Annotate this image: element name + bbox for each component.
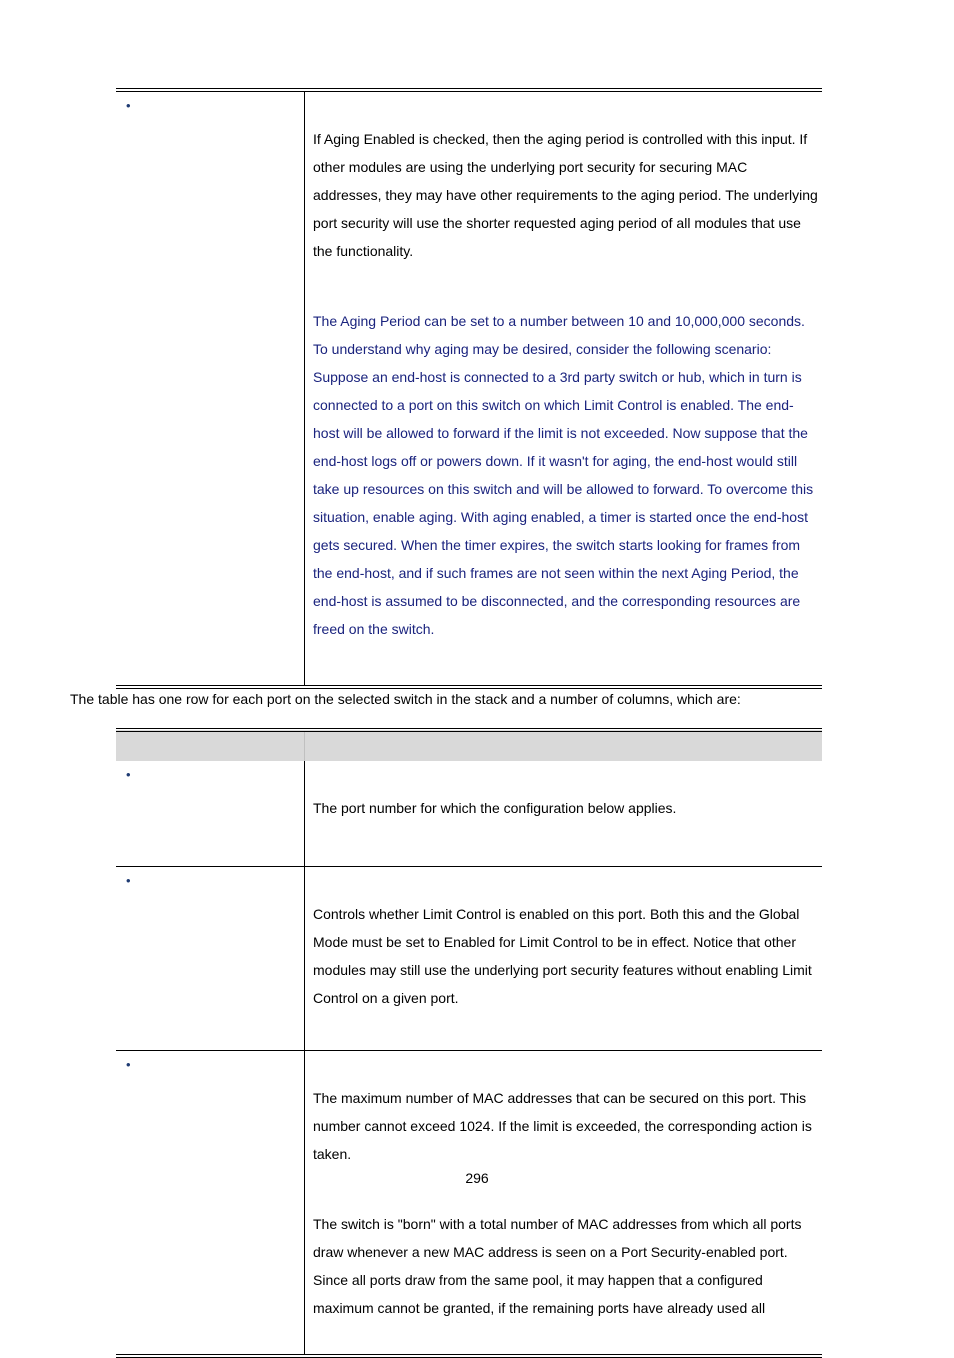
description-cell <box>305 90 823 687</box>
parameter-cell <box>116 761 305 867</box>
bullet-icon: • <box>126 1057 131 1072</box>
aging-period-table <box>116 88 822 689</box>
parameter-cell <box>116 1051 305 1357</box>
description-paragraph: Controls whether Limit Control is enabled on this port. Both this and the Global Mode must be set to Enabled for Limit Control to be in effect. Notice that other modules may still use the underlying port security features without enabling Limit Control on a given port. <box>313 906 812 1006</box>
table-row <box>116 1051 822 1357</box>
description-paragraph: The maximum number of MAC addresses that can be secured on this port. This number cannot exceed 1024. If the limit is exceeded, the corresponding action is taken. <box>313 1090 812 1162</box>
bullet-icon: • <box>126 98 131 113</box>
bullet-icon: • <box>126 767 131 782</box>
description-cell <box>305 761 823 867</box>
header-cell-description <box>305 730 823 761</box>
table-row <box>116 761 822 867</box>
table-row <box>116 867 822 1051</box>
description-cell <box>305 867 823 1051</box>
port-config-table <box>116 728 822 1358</box>
table-row <box>116 90 822 687</box>
description-paragraph: If Aging Enabled is checked, then the aging period is controlled with this input. If other modules are using the underlying port security for securing MAC addresses, they may have other requirements to the aging period. The underlying port security will use the shorter requested aging period of all modules that use the functionality. <box>313 131 818 259</box>
header-cell-parameter <box>116 730 305 761</box>
parameter-cell <box>116 867 305 1051</box>
parameter-cell <box>116 90 305 687</box>
bullet-icon: • <box>126 873 131 888</box>
description-cell <box>305 1051 823 1357</box>
aging-scenario-paragraph: The Aging Period can be set to a number between 10 and 10,000,000 seconds. To understand why aging may be desired, consider the following scenario: Suppose an end-host is connected to a 3rd party switch or hub, which in turn is connected to a port on this switch on which Limit Control is enabled. The end-host will be allowed to forward if the limit is not exceeded. Now suppose that the end-host logs off or powers down. If it wasn't for aging, the end-host would still take up resources on this switch and will be allowed to forward. To overcome this situation, enable aging. With aging enabled, a timer is started once the end-host gets secured. When the timer expires, the switch starts looking for frames from the end-host, and if such frames are not seen within the next Aging Period, the end-host is assumed to be disconnected, and the corresponding resources are freed on the switch. <box>313 313 814 637</box>
description-paragraph: The switch is "born" with a total number of MAC addresses from which all ports draw whenever a new MAC address is seen on a Port Security-enabled port. Since all ports draw from the same pool, it may happen that a configured maximum cannot be granted, if the remaining ports have already used all <box>313 1216 802 1316</box>
page-number: 296 <box>465 1170 489 1186</box>
intro-text: The table has one row for each port on the selected switch in the stack and a number of columns, which are: <box>70 691 741 707</box>
description-paragraph: The port number for which the configuration below applies. <box>313 800 677 816</box>
table-header-row <box>116 730 822 761</box>
